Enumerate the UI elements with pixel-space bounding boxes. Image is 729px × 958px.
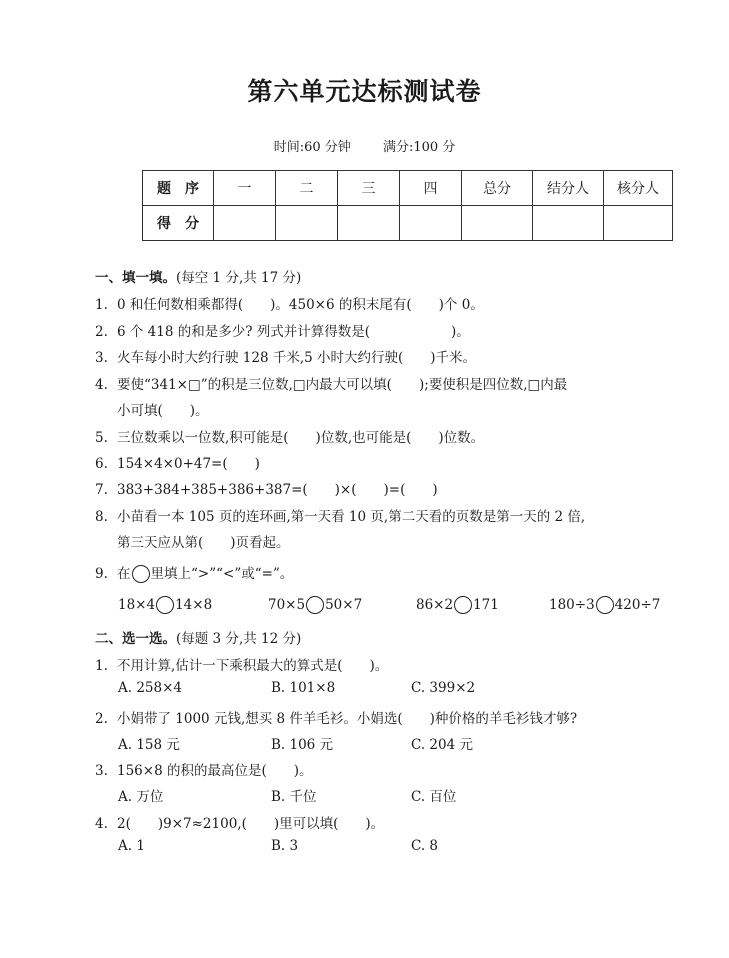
section-1-note: (每空 1 分,共 17 分) [176, 270, 302, 286]
option-c[interactable]: C. 399×2 [411, 680, 476, 696]
full-score: 满分:100 分 [382, 140, 456, 155]
question-1-6 [95, 452, 260, 472]
compare-item [549, 596, 660, 614]
question-1-9 [95, 562, 293, 583]
question-text: 383+384+385+386+387=( )×( )=( ) [117, 482, 438, 498]
section-1-title: 一、填一填。 [95, 270, 176, 286]
option-b[interactable]: B. 106 元 [271, 737, 334, 753]
option-c[interactable]: C. 204 元 [411, 737, 473, 753]
score-table-col-scorer: 结分人 [533, 171, 604, 206]
question-2-1 [95, 654, 388, 674]
question-text: 不用计算,估计一下乘积最大的算式是( )。 [117, 658, 389, 674]
question-number: 9. [95, 566, 108, 582]
option-a[interactable]: A. 158 元 [118, 737, 180, 753]
compare-item [268, 596, 362, 614]
section-2-note: (每题 3 分,共 12 分) [176, 631, 302, 647]
question-text: 在 [117, 566, 131, 582]
question-number: 1. [95, 297, 108, 313]
question-number: 1. [95, 658, 108, 674]
question-number: 6. [95, 456, 108, 472]
question-text: 154×4×0+47=( ) [117, 456, 260, 472]
option-c[interactable]: C. 8 [411, 838, 439, 854]
option-b[interactable]: B. 101×8 [271, 680, 336, 696]
question-1-1 [95, 293, 484, 313]
question-number: 4. [95, 816, 108, 832]
question-1-8 [95, 505, 585, 525]
question-number: 2. [95, 711, 108, 727]
compare-item [118, 596, 212, 614]
compare-left: 18×4 [118, 597, 156, 613]
score-table-col-1: 一 [214, 171, 276, 206]
question-1-2 [95, 320, 470, 340]
score-table-col-2: 二 [276, 171, 338, 206]
time-limit: 时间:60 分钟 [273, 140, 351, 155]
score-table-label-question: 题 序 [143, 171, 214, 206]
question-number: 4. [95, 377, 108, 393]
question-1-8-continued: 第三天应从第( )页看起。 [117, 535, 290, 551]
question-text: 2( )9×7≈2100,( )里可以填( )。 [117, 816, 385, 832]
question-number: 2. [95, 324, 108, 340]
question-number: 7. [95, 482, 108, 498]
question-2-4 [95, 812, 384, 832]
question-1-3 [95, 346, 476, 366]
question-1-4 [95, 373, 567, 393]
option-a[interactable]: A. 1 [118, 838, 145, 854]
score-cell[interactable] [400, 206, 462, 241]
score-table-label-score: 得 分 [143, 206, 214, 241]
option-c[interactable]: C. 百位 [411, 789, 457, 805]
question-text: 里填上“>”“<”或“=”。 [150, 566, 294, 582]
option-b[interactable]: B. 3 [271, 838, 299, 854]
score-cell[interactable] [533, 206, 604, 241]
question-number: 8. [95, 509, 108, 525]
section-2-heading [95, 627, 301, 647]
score-cell[interactable] [338, 206, 400, 241]
question-1-5 [95, 426, 484, 446]
compare-item [416, 596, 499, 614]
option-b[interactable]: B. 千位 [271, 789, 317, 805]
score-table-score-row [143, 206, 673, 241]
answer-circle-icon[interactable] [596, 596, 614, 614]
question-2-3 [95, 759, 313, 779]
compare-left: 86×2 [416, 597, 454, 613]
question-text: 0 和任何数相乘都得( )。450×6 的积末尾有( )个 0。 [117, 297, 484, 313]
question-text: 6 个 418 的和是多少? 列式并计算得数是( )。 [117, 324, 470, 340]
option-a[interactable]: A. 万位 [118, 789, 164, 805]
question-text: 火车每小时大约行驶 128 千米,5 小时大约行驶( )千米。 [117, 350, 477, 366]
section-1-heading [95, 266, 301, 286]
question-text: 要使“341×□”的积是三位数,□内最大可以填( );要使积是四位数,□内最 [117, 377, 568, 393]
compare-left: 180÷3 [549, 597, 595, 613]
page-title: 第六单元达标测试卷 [247, 77, 482, 106]
question-text: 156×8 的积的最高位是( )。 [117, 763, 313, 779]
question-number: 3. [95, 763, 108, 779]
compare-right: 171 [473, 597, 499, 613]
answer-circle-icon[interactable] [156, 596, 174, 614]
option-a[interactable]: A. 258×4 [118, 680, 182, 696]
compare-right: 14×8 [175, 597, 213, 613]
compare-right: 420÷7 [614, 597, 661, 613]
question-2-2 [95, 707, 577, 727]
score-table-col-4: 四 [400, 171, 462, 206]
question-text: 三位数乘以一位数,积可能是( )位数,也可能是( )位数。 [117, 430, 485, 446]
compare-left: 70×5 [268, 597, 306, 613]
question-text: 小娟带了 1000 元钱,想买 8 件羊毛衫。小娟选( )种价格的羊毛衫钱才够? [117, 711, 578, 727]
score-table-header-row [143, 171, 673, 206]
compare-right: 50×7 [325, 597, 363, 613]
question-text: 小苗看一本 105 页的连环画,第一天看 10 页,第二天看的页数是第一天的 2 倍, [117, 509, 586, 525]
question-number: 3. [95, 350, 108, 366]
exam-info [0, 136, 729, 155]
score-cell[interactable] [276, 206, 338, 241]
score-table-col-checker: 核分人 [604, 171, 673, 206]
score-cell[interactable] [462, 206, 533, 241]
score-cell[interactable] [214, 206, 276, 241]
answer-circle-icon[interactable] [454, 596, 472, 614]
circle-icon [132, 565, 150, 583]
section-2-title: 二、选一选。 [95, 631, 176, 647]
score-cell[interactable] [604, 206, 673, 241]
score-table-col-total: 总分 [462, 171, 533, 206]
score-table [142, 170, 673, 241]
answer-circle-icon[interactable] [306, 596, 324, 614]
score-table-col-3: 三 [338, 171, 400, 206]
question-number: 5. [95, 430, 108, 446]
question-1-4-continued: 小可填( )。 [117, 403, 209, 419]
question-1-7 [95, 478, 438, 498]
